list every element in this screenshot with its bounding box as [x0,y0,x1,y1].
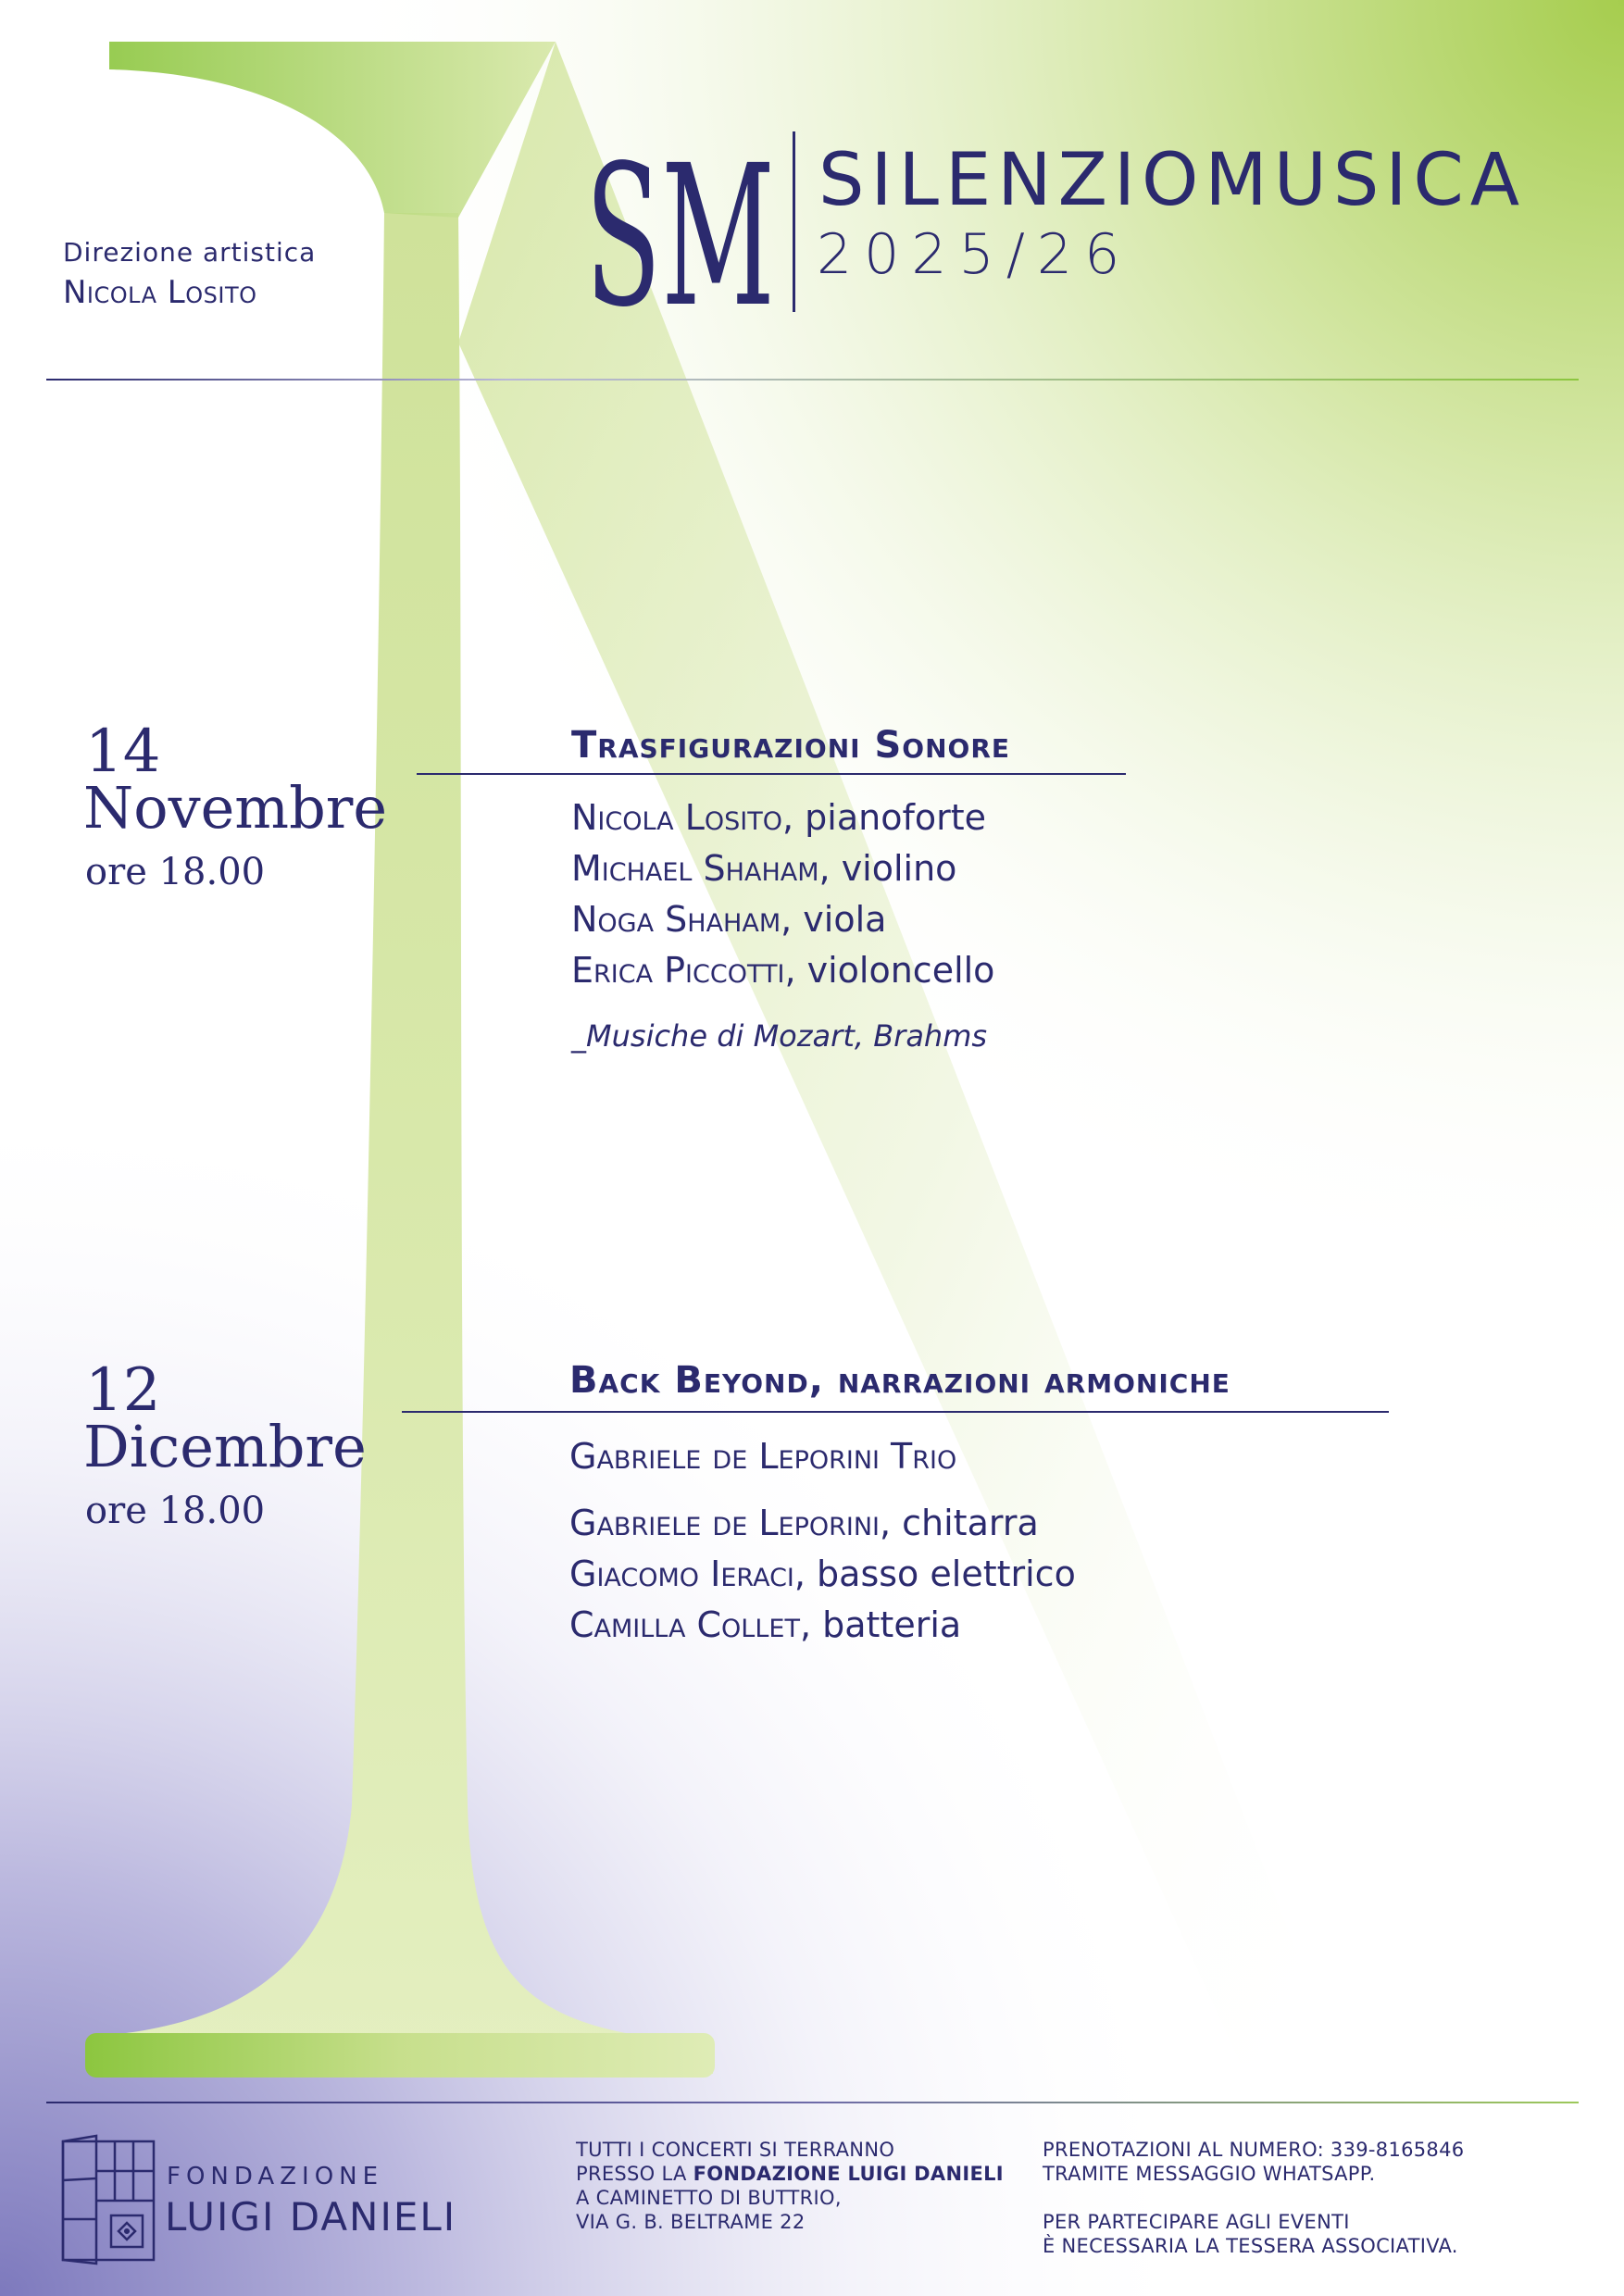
event-2-day: 12 [85,1356,161,1425]
booking-line: È NECESSARIA LA TESSERA ASSOCIATIVA. [1043,2235,1458,2257]
event-2-ensemble [569,1431,956,1482]
performer-name: Camilla Collet [569,1604,800,1645]
logo-divider [793,131,795,312]
event-2-title-rule [402,1411,1389,1413]
artistic-director-name: Nicola Losito [63,274,257,311]
ensemble-name: Gabriele de Leporini Trio [569,1436,957,1477]
performer-role: , batteria [799,1604,962,1645]
venue-highlight: FONDAZIONE LUIGI DANIELI [693,2163,1004,2185]
festival-title: SILENZIOMUSICA [818,139,1527,222]
performer-role: , basso elettrico [793,1554,1076,1594]
venue-info [576,2138,1004,2234]
event-2-title: Back Beyond, narrazioni armoniche [569,1359,1230,1402]
event-2-month: Dicembre [83,1413,367,1480]
venue-line: TUTTI I CONCERTI SI TERRANNO [576,2139,895,2161]
performer-line [569,1600,1076,1651]
performer-role: , pianoforte [781,797,986,838]
performer-name: Giacomo Ieraci [569,1554,794,1594]
venue-line [576,2162,1004,2186]
sm-monogram-logo [567,130,780,315]
performer-role: , chitarra [879,1503,1039,1543]
event-1-performers [571,792,994,996]
event-2-time: ore 18.00 [85,1490,266,1532]
performer-line [569,1549,1076,1600]
venue-text: PRESSO LA [576,2163,693,2185]
performer-name: Gabriele de Leporini [569,1503,880,1543]
venue-line: VIA G. B. BELTRAME 22 [576,2211,806,2233]
event-1-title-rule [417,773,1126,775]
performer-line [571,894,994,945]
performer-line [571,792,994,843]
foundation-name: LUIGI DANIELI [165,2194,457,2240]
booking-line: PRENOTAZIONI AL NUMERO: 339-8165846 [1043,2139,1465,2161]
booking-line: PER PARTECIPARE AGLI EVENTI [1043,2211,1350,2233]
foundation-label: FONDAZIONE [167,2163,384,2190]
event-1-time: ore 18.00 [85,851,266,893]
performer-role: , viola [781,899,887,940]
event-1-day: 14 [85,718,161,786]
performer-name: Michael Shaham [571,848,819,889]
performer-name: Noga Shaham [571,899,781,940]
event-1-title: Trasfigurazioni Sonore [571,724,1011,767]
performer-line [571,945,994,996]
performer-name: Nicola Losito [571,797,782,838]
venue-line: A CAMINETTO DI BUTTRIO, [576,2187,842,2209]
performer-line [571,843,994,894]
booking-line: TRAMITE MESSAGGIO WHATSAPP. [1043,2163,1376,2185]
event-2-performers [569,1498,1076,1651]
booking-info [1043,2138,1464,2258]
foundation-logo-icon [59,2134,157,2265]
performer-role: , violino [818,848,957,889]
svg-text:SM: SM [585,130,775,315]
event-1-month: Novembre [83,774,388,842]
performer-name: Erica Piccotti [571,950,785,991]
event-1-program-note: _Musiche di Mozart, Brahms [571,1018,988,1054]
performer-role: , violoncello [784,950,995,991]
festival-season: 2025/26 [817,222,1132,287]
performer-line [569,1498,1076,1549]
artistic-direction-label: Direzione artistica [63,237,317,268]
